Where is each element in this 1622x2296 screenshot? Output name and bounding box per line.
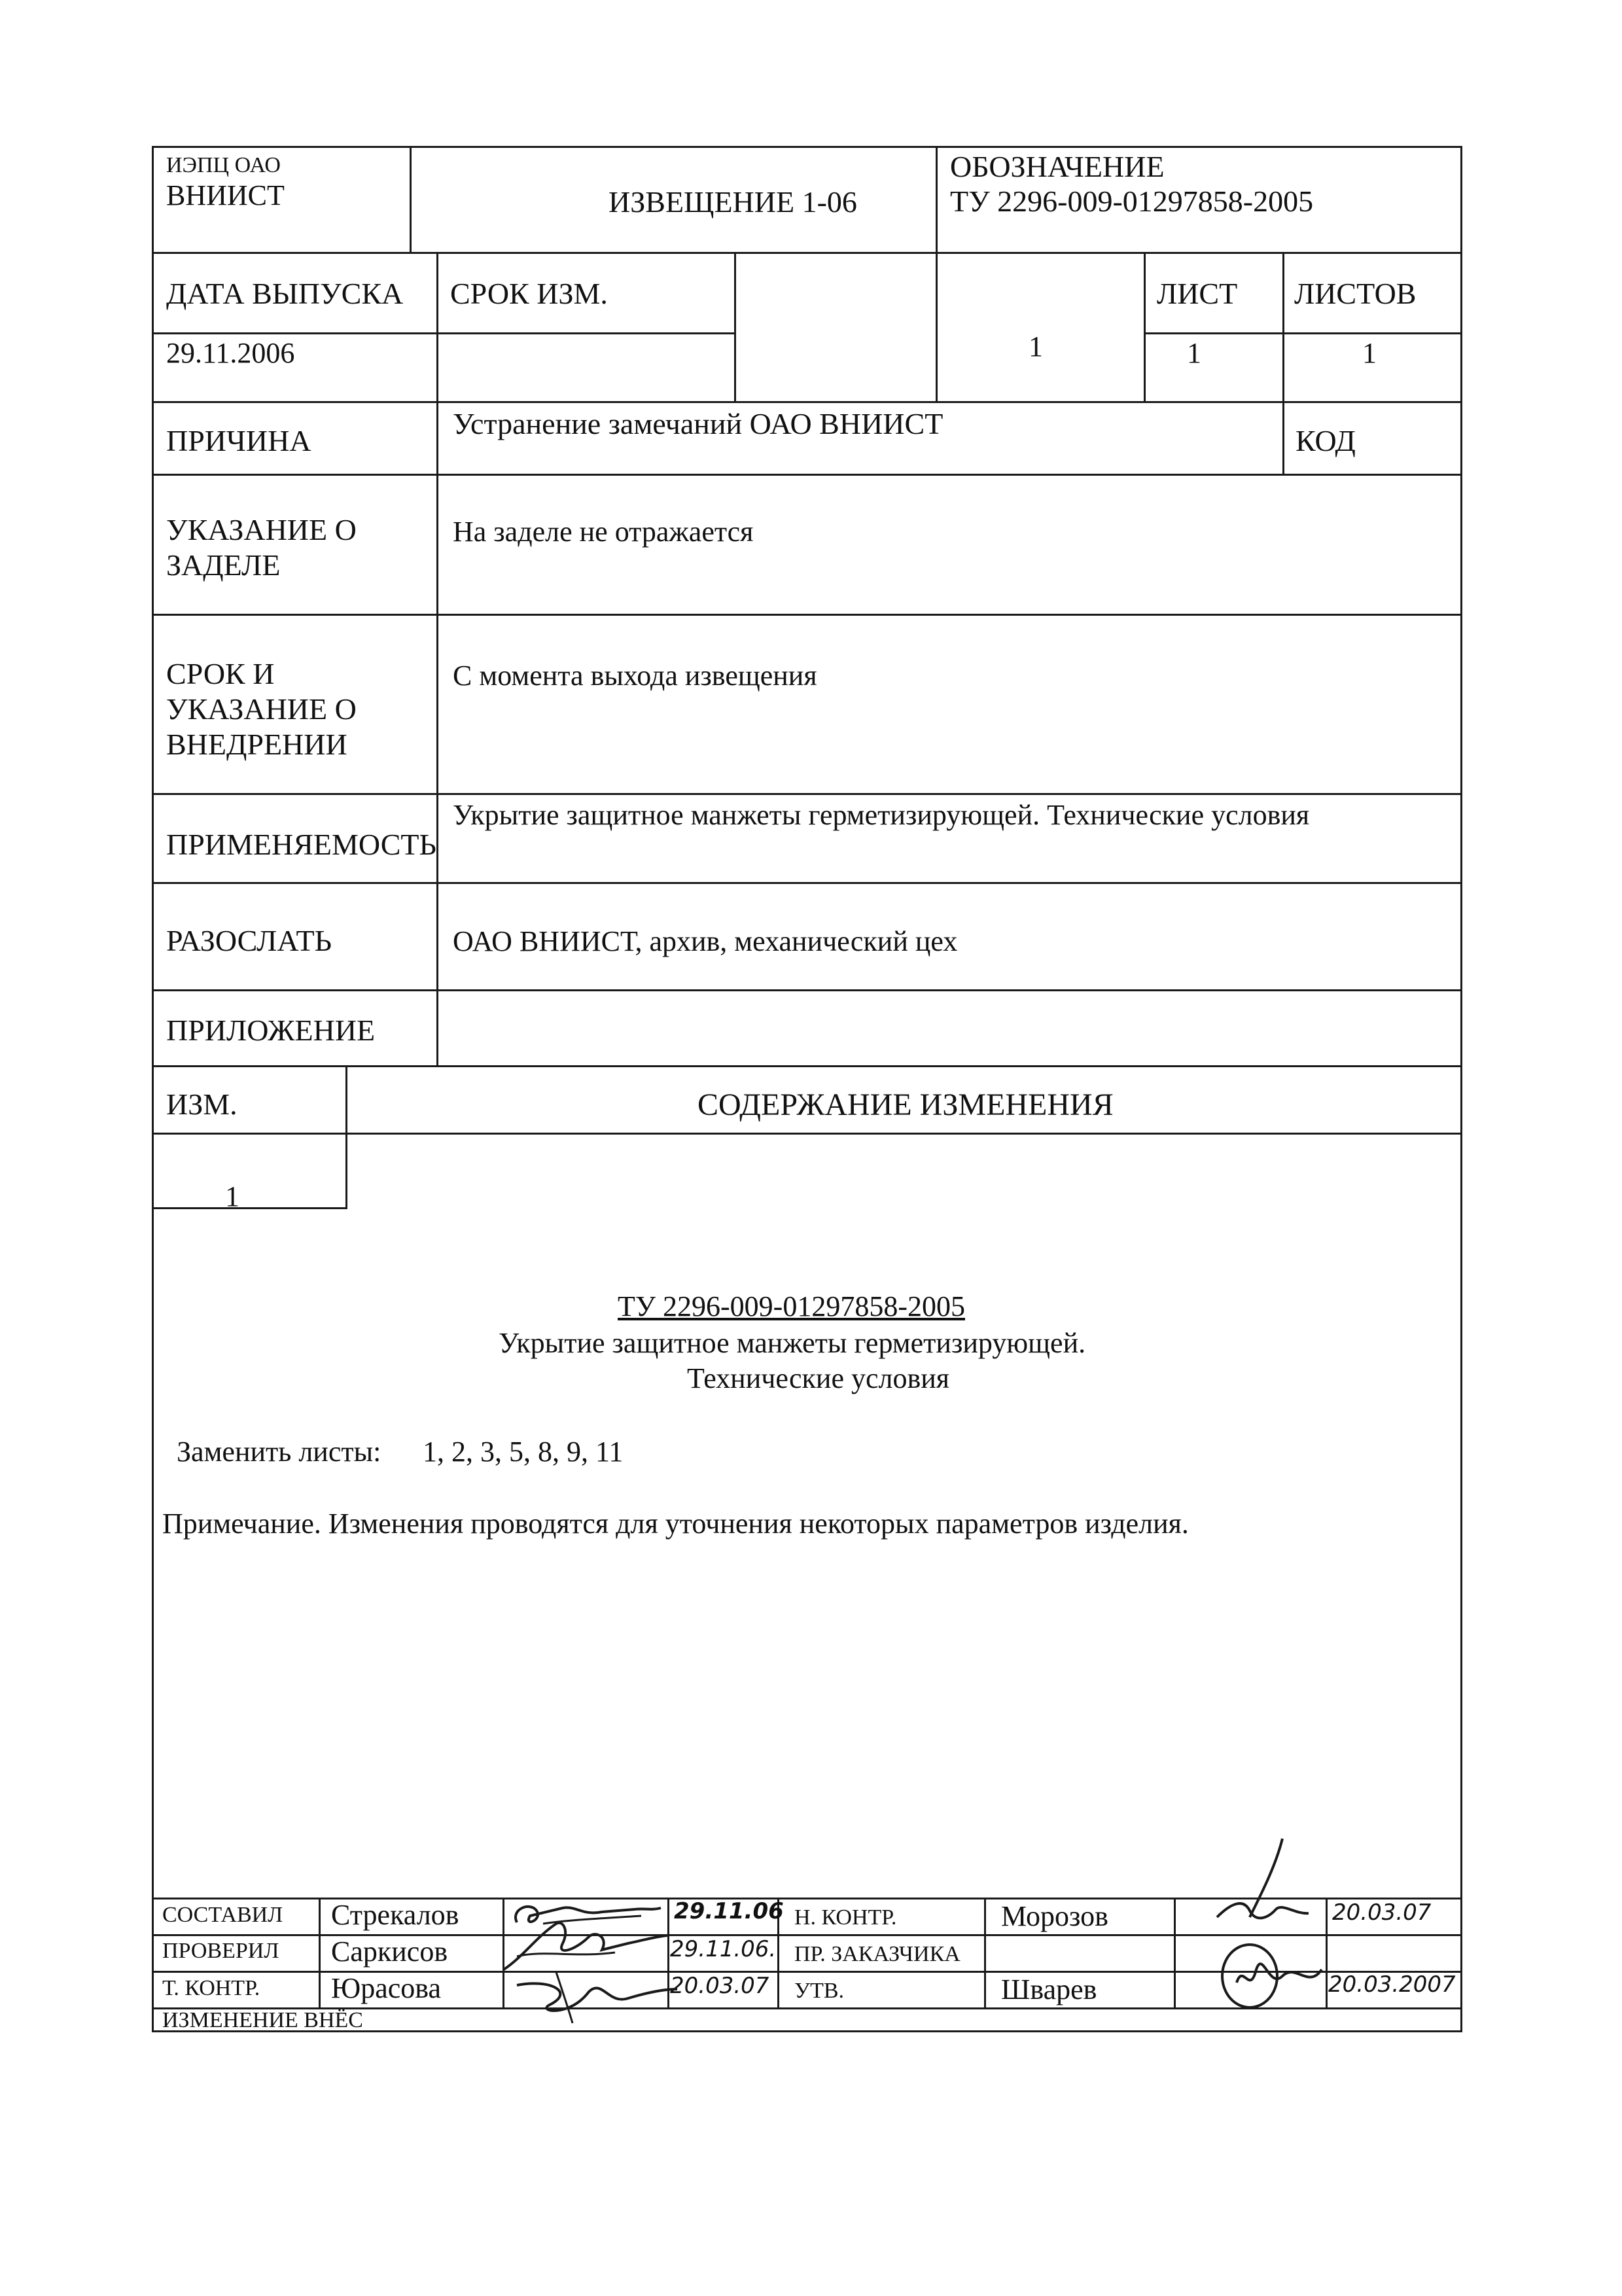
org-line1: ИЭПЦ ОАО — [166, 153, 281, 177]
norm-control-date: 20.03.07 — [1332, 1899, 1432, 1926]
approved-name: Шварев — [1001, 1973, 1097, 2005]
checked-name: Саркисов — [331, 1935, 448, 1968]
issue-date-value: 29.11.2006 — [166, 337, 295, 369]
applicability-label: ПРИМЕНЯЕМОСТЬ — [166, 828, 436, 861]
norm-control-name: Морозов — [1001, 1900, 1108, 1932]
code-label: КОД — [1296, 424, 1356, 457]
divider — [345, 1065, 347, 1209]
divider — [152, 401, 1462, 403]
divider — [319, 1898, 321, 2009]
content-header: СОДЕРЖАНИЕ ИЗМЕНЕНИЯ — [697, 1087, 1114, 1122]
divider — [1144, 332, 1462, 334]
issue-date-label: ДАТА ВЫПУСКА — [166, 277, 404, 310]
signature-morozov — [1191, 1832, 1322, 1930]
content-change-number: 1 — [225, 1180, 239, 1212]
signature-yurasova — [510, 1966, 680, 2024]
divider — [436, 401, 438, 1067]
note-text: Примечание. Изменения проводятся для уточнения некоторых параметров изделия. — [162, 1508, 1189, 1540]
backlog-label-2: ЗАДЕЛЕ — [166, 548, 281, 582]
designation-label: ОБОЗНАЧЕНИЕ — [950, 150, 1165, 183]
divider — [1282, 401, 1284, 474]
divider — [436, 252, 438, 402]
impl-label-3: ВНЕДРЕНИИ — [166, 728, 347, 761]
divider — [152, 1065, 1462, 1067]
divider — [936, 146, 938, 253]
doc-title: Укрытие защитное манжеты герметизирующей. — [499, 1327, 1086, 1359]
sheet-label: ЛИСТ — [1157, 277, 1238, 310]
divider — [152, 1207, 347, 1209]
backlog-label-1: УКАЗАНИЕ О — [166, 513, 357, 546]
approved-date: 20.03.2007 — [1328, 1971, 1456, 1998]
approved-label: УТВ. — [794, 1979, 845, 2003]
divider — [1144, 252, 1146, 402]
checked-label: ПРОВЕРИЛ — [162, 1939, 279, 1963]
replace-sheets: 1, 2, 3, 5, 8, 9, 11 — [423, 1436, 624, 1468]
norm-control-label: Н. КОНТР. — [794, 1905, 897, 1930]
tech-control-date: 20.03.07 — [670, 1973, 769, 1999]
tech-control-label: Т. КОНТР. — [162, 1976, 260, 2000]
org-line2: ВНИИСТ — [166, 179, 285, 211]
divider — [152, 252, 1462, 254]
impl-label-2: УКАЗАНИЕ О — [166, 692, 357, 726]
divider — [152, 1133, 1462, 1135]
divider — [936, 252, 938, 402]
divider — [152, 989, 1462, 991]
notice-title: ИЗВЕЩЕНИЕ 1-06 — [608, 185, 857, 219]
compiled-label: СОСТАВИЛ — [162, 1903, 283, 1927]
change-col-label: ИЗМ. — [166, 1087, 238, 1121]
customer-label: ПР. ЗАКАЗЧИКА — [794, 1942, 961, 1966]
distribute-value: ОАО ВНИИСТ, архив, механический цех — [453, 925, 958, 957]
change-number: 1 — [1029, 330, 1043, 362]
applicability-value: Укрытие защитное манжеты герметизирующей. Технические условия — [453, 799, 1310, 831]
compiled-name: Стрекалов — [331, 1899, 459, 1931]
compiled-date: 29.11.06 — [674, 1898, 784, 1924]
reason-label: ПРИЧИНА — [166, 424, 311, 457]
frame-top — [152, 146, 1462, 148]
divider — [734, 252, 736, 402]
divider — [984, 1898, 986, 2009]
divider — [152, 332, 736, 334]
checked-date: 29.11.06. — [670, 1936, 777, 1962]
replace-label: Заменить листы: — [177, 1436, 381, 1468]
frame-right — [1460, 146, 1462, 2032]
impl-label-1: СРОК И — [166, 657, 275, 690]
divider — [152, 793, 1462, 795]
frame-left — [152, 146, 154, 2032]
divider — [1174, 1898, 1176, 2009]
divider — [152, 882, 1462, 884]
divider — [1282, 252, 1284, 402]
attachment-label: ПРИЛОЖЕНИЕ — [166, 1014, 376, 1047]
backlog-value: На заделе не отражается — [453, 516, 754, 548]
distribute-label: РАЗОСЛАТЬ — [166, 924, 332, 957]
change-term-label: СРОК ИЗМ. — [450, 277, 608, 310]
sheet-value: 1 — [1187, 337, 1201, 369]
impl-value: С момента выхода извещения — [453, 660, 817, 692]
sheets-value: 1 — [1362, 337, 1377, 369]
divider — [152, 474, 1462, 476]
sheets-label: ЛИСТОВ — [1294, 277, 1417, 310]
reason-value: Устранение замечаний ОАО ВНИИСТ — [453, 407, 943, 440]
doc-code: ТУ 2296-009-01297858-2005 — [618, 1290, 965, 1322]
divider — [410, 146, 412, 253]
made-by-label: ИЗМЕНЕНИЕ ВНЁС — [162, 2008, 363, 2032]
doc-subtitle: Технические условия — [687, 1362, 950, 1394]
divider — [152, 614, 1462, 616]
signature-shvarev — [1210, 1937, 1335, 2015]
tech-control-name: Юрасова — [331, 1972, 442, 2004]
designation-value: ТУ 2296-009-01297858-2005 — [950, 185, 1314, 218]
